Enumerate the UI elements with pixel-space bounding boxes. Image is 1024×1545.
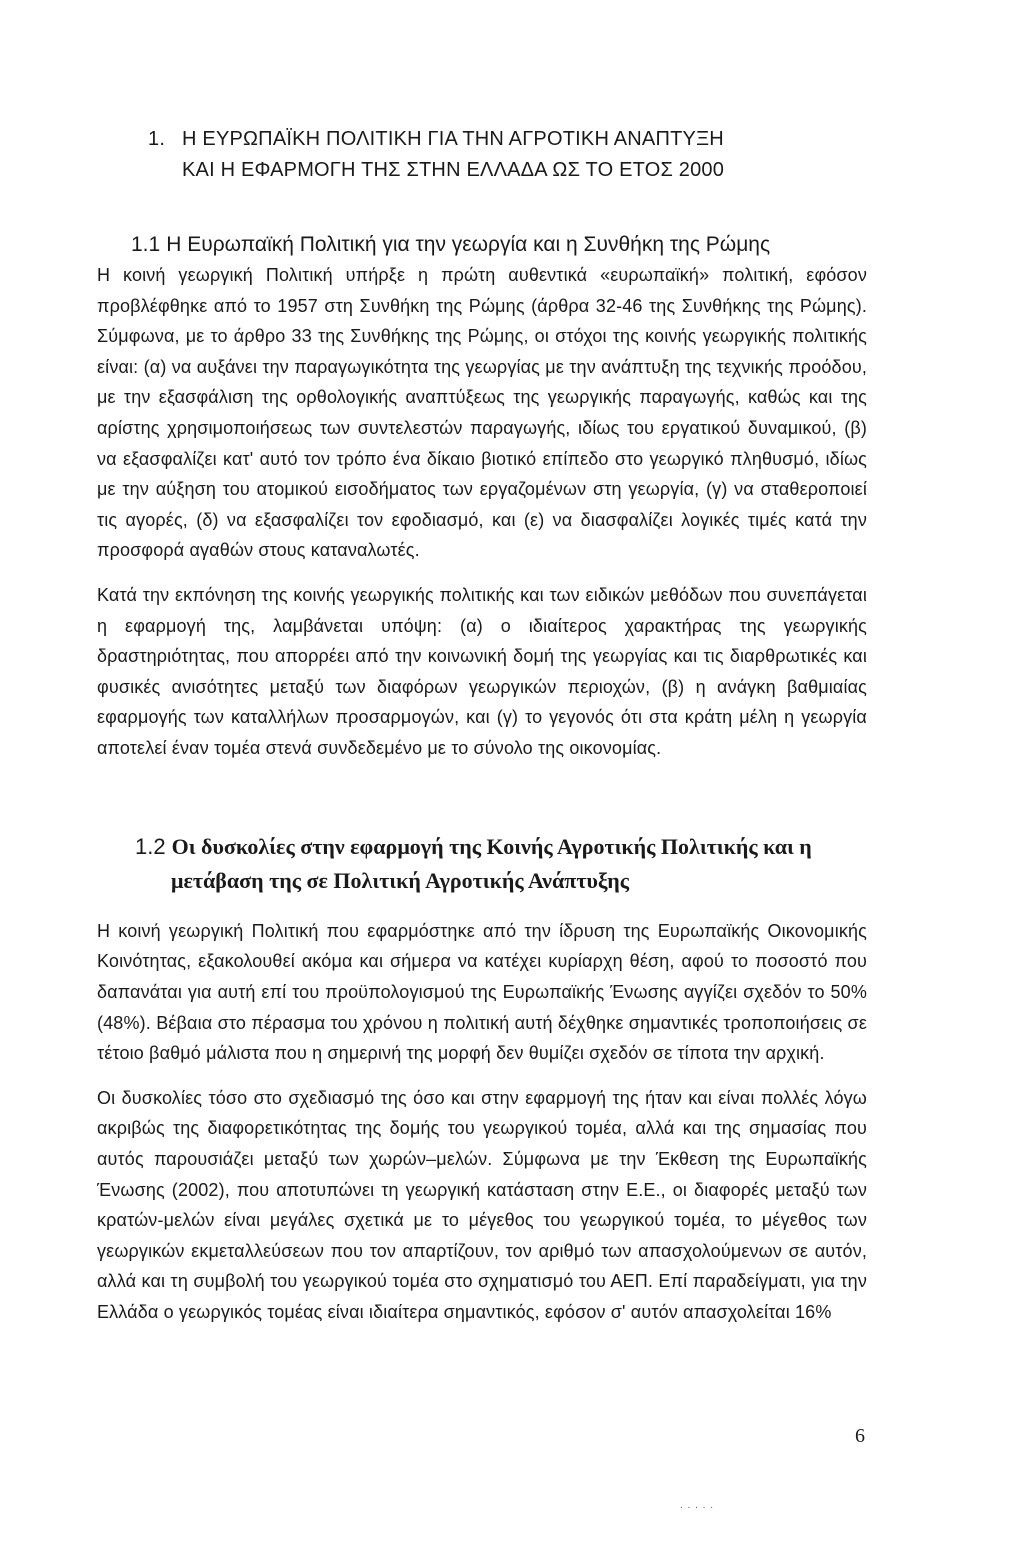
section-1-title: Η Ευρωπαϊκή Πολιτική για την γεωργία και η Συνθήκη της Ρώμης: [166, 233, 771, 256]
chapter-number: 1.: [148, 128, 166, 150]
chapter-title-line-2: ΚΑΙ Η ΕΦΑΡΜΟΓΗ ΤΗΣ ΣΤΗΝ ΕΛΛΑΔΑ ΩΣ ΤΟ ΕΤΟΣ 2000: [182, 159, 725, 181]
page-number: 6: [855, 1425, 865, 1447]
section-2-heading: [135, 830, 867, 898]
section-2-title-line-1: Οι δυσκολίες στην εφαρμογή της Κοινής Αγροτικής Πολιτικής και η: [171, 833, 812, 859]
section-2-title-line-2: μετάβαση της σε Πολιτική Αγροτικής Ανάπτυξης: [171, 867, 629, 893]
chapter-title-line-1: Η ΕΥΡΩΠΑΪΚΗ ΠΟΛΙΤΙΚΗ ΓΙΑ ΤΗΝ ΑΓΡΟΤΙΚΗ ΑΝΑΠΤΥΞΗ: [182, 128, 724, 150]
section-1-paragraph-2: Κατά την εκπόνηση της κοινής γεωργικής πολιτικής και των ειδικών μεθόδων που συνεπάγεται η εφαρμογή της, λαμβάνεται υπόψη: (α) ο ιδιαίτερος χαρακτήρας της γεωργικής δραστηριότητας, που απορρέει από την κοινωνική δομή της γεωργίας και τις διαρθρωτικές και φυσικές ανισότητες μεταξύ των διαφόρων γεωργικών περιοχών, (β) η ανάγκη βαθμιαίας εφαρμογής των καταλλήλων προσαρμογών, και (γ) το γεγονός ότι στα κράτη μέλη η γεωργία αποτελεί έναν τομέα στενά συνδεδεμένο με το σύνολο της οικονομίας.: [97, 584, 867, 758]
section-2-number: 1.2: [135, 833, 166, 859]
section-1-heading: [131, 230, 867, 260]
section-1-paragraph-1: Η κοινή γεωργική Πολιτική υπήρξε η πρώτη αυθεντικά «ευρωπαϊκή» πολιτική, εφόσον προβλέφθηκε από το 1957 στη Συνθήκη της Ρώμης (άρθρα 32-46 της Συνθήκης της Ρώμης). Σύμφωνα, με το άρθρο 33 της Συνθήκης της Ρώμης, οι στόχοι της κοινής γεωργικής πολιτικής είναι: (α) να αυξάνει την παραγωγικότητα της γεωργίας με την ανάπτυξη της τεχνικής προόδου, με την εξασφάλιση της ορθολογικής αναπτύξεως της γεωργικής παραγωγής, καθώς και της αρίστης χρησιμοποιήσεως των συντελεστών παραγωγής, ιδίως του εργατικού δυναμικού, (β) να εξασφαλίζει κατ' αυτό τον τρόπο ένα δίκαιο βιοτικό επίπεδο στο γεωργικό πληθυσμό, ιδίως με την αύξηση του ατομικού εισοδήματος των εργαζομένων στη γεωργία, (γ) να σταθεροποιεί τις αγορές, (δ) να εξασφαλίζει τον εφοδιασμό, και (ε) να διασφαλίζει λογικές τιμές κατά την προσφορά αγαθών στους καταναλωτές.: [97, 265, 867, 561]
footer-mark: . . . . .: [680, 1500, 715, 1511]
section-2-paragraph-2: Οι δυσκολίες τόσο στο σχεδιασμό της όσο και στην εφαρμογή της ήταν και είναι πολλές λόγω ακριβώς της διαφορετικότητας της δομής του γεωργικού τομέα, αλλά και της σημασίας που αυτός παρουσιάζει μεταξύ των χωρών–μελών. Σύμφωνα με την Έκθεση της Ευρωπαϊκής Ένωσης (2002), που αποτυπώνει τη γεωργική κατάσταση στην Ε.Ε., οι διαφορές μεταξύ των κρατών-μελών είναι μεγάλες σχετικά με το μέγεθος του γεωργικού τομέα, το μέγεθος των γεωργικών εκμεταλλεύσεων που τον απαρτίζουν, τον αριθμό των απασχολούμενων σε αυτόν, αλλά και τη συμβολή του γεωργικού τομέα στο σχηματισμό του ΑΕΠ. Επί παραδείγματι, για την Ελλάδα ο γεωργικός τομέας είναι ιδιαίτερα σημαντικός, εφόσον σ' αυτόν απασχολείται 16%: [97, 1087, 867, 1322]
section-1-number: 1.1: [131, 233, 161, 256]
section-2-paragraph-1: Η κοινή γεωργική Πολιτική που εφαρμόστηκε από την ίδρυση της Ευρωπαϊκής Οικονομικής Κοινότητας, εξακολουθεί ακόμα και σήμερα να κατέχει κυρίαρχη θέση, αφού το ποσοστό που δαπανάται για αυτή επί του προϋπολογισμού της Ευρωπαϊκής Ένωσης αγγίζει σχεδόν το 50% (48%). Βέβαια στο πέρασμα του χρόνου η πολιτική αυτή δέχθηκε σημαντικές τροποποιήσεις σε τέτοιο βαθμό μάλιστα που η σημερινή της μορφή δεν θυμίζει σχεδόν σε τίποτα την αρχική.: [97, 920, 867, 1064]
body-content: [97, 230, 867, 1327]
chapter-title: [148, 124, 888, 186]
